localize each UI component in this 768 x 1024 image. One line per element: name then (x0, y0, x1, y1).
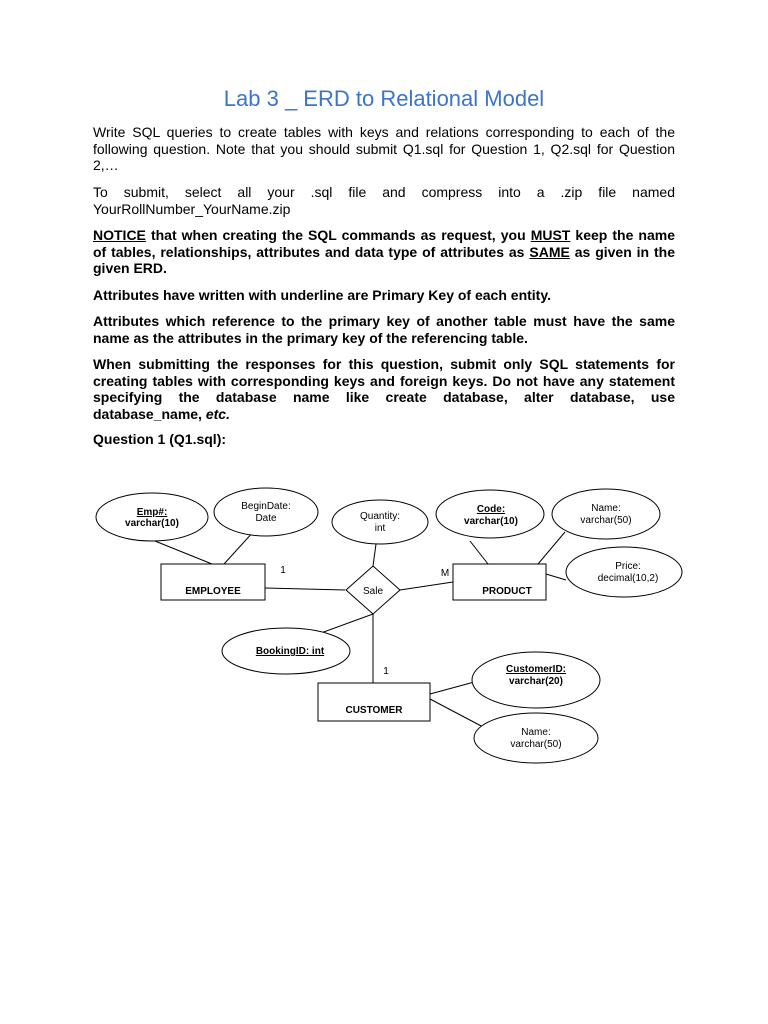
emp-no-name: Emp#: (136, 507, 168, 518)
employee-sale-connector (265, 588, 345, 590)
primary-key-paragraph: Attributes have written with underline are Primary Key of each entity. (93, 287, 551, 303)
customer-label: CUSTOMER (345, 705, 403, 716)
erd-diagram (0, 470, 768, 770)
price-name: Price: (615, 561, 641, 572)
begin-date-name: BeginDate: (241, 501, 291, 512)
customer-name-type: varchar(50) (510, 739, 562, 750)
customer-id-name: CustomerID: (505, 664, 567, 675)
intro-paragraph: Write SQL queries to create tables with keys and relations corresponding to each of the following question. Note that you should submit Q1.sql for Question 1, Q2.sql for Question 2,… (93, 124, 675, 173)
product-name-attribute (552, 489, 660, 539)
must-emphasis: MUST (530, 227, 571, 243)
employee-cardinality: 1 (280, 565, 286, 576)
code-name: Code: (476, 504, 506, 515)
question-heading: Question 1 (Q1.sql): (93, 431, 227, 447)
customer-name-connector (430, 699, 485, 728)
customer-name-attribute (474, 713, 598, 763)
customer-id-connector (430, 681, 478, 694)
submission-text: When submitting the responses for this question, submit only SQL statements for creating tables with corresponding keys and foreign keys. Do not have any statement specifying the database name like create database, alter database, use database_name, (93, 356, 675, 422)
submission-paragraph (93, 356, 675, 422)
product-name-connector (538, 532, 565, 564)
code-type: varchar(10) (464, 516, 518, 527)
notice-label: NOTICE (93, 227, 146, 243)
notice-text-3: as given in the given ERD. (93, 243, 675, 276)
page-title: Lab 3 _ ERD to Relational Model (223, 86, 545, 111)
customer-cardinality: 1 (383, 666, 389, 677)
etc-text: etc. (205, 405, 230, 422)
same-emphasis: SAME (529, 243, 570, 260)
product-name-type: varchar(50) (580, 515, 632, 526)
price-connector (546, 574, 566, 580)
emp-no-type: varchar(10) (125, 518, 179, 529)
product-label: PRODUCT (482, 586, 532, 597)
notice-text-1: that when creating the SQL commands as request, you (145, 227, 531, 243)
notice-text-2: keep the name of tables, relationships, attributes and data type of attributes as (93, 227, 675, 260)
begin-date-type: Date (255, 513, 277, 524)
product-name-name: Name: (591, 503, 621, 514)
customer-name-name: Name: (521, 727, 551, 738)
quantity-type: int (374, 523, 386, 534)
submit-instructions-paragraph: To submit, select all your .sql file and compress into a .zip file named YourRollNumber_YourName.zip (93, 184, 675, 217)
price-attribute (566, 547, 682, 597)
quantity-attribute (332, 500, 428, 544)
sale-product-connector (400, 582, 453, 590)
begin-date-attribute (214, 488, 318, 536)
booking-id-name: BookingID: int (255, 646, 325, 657)
sale-label: Sale (362, 586, 384, 597)
price-type: decimal(10,2) (597, 573, 659, 584)
code-connector (470, 541, 488, 564)
employee-label: EMPLOYEE (185, 586, 241, 597)
customer-id-type: varchar(20) (509, 676, 563, 687)
notice-paragraph (93, 227, 675, 277)
quantity-name: Quantity: (359, 511, 401, 522)
reference-paragraph: Attributes which reference to the primary key of another table must have the same name as the attributes in the primary key of the referencing table. (93, 313, 675, 346)
product-cardinality: M (440, 568, 450, 579)
quantity-connector (373, 544, 376, 566)
